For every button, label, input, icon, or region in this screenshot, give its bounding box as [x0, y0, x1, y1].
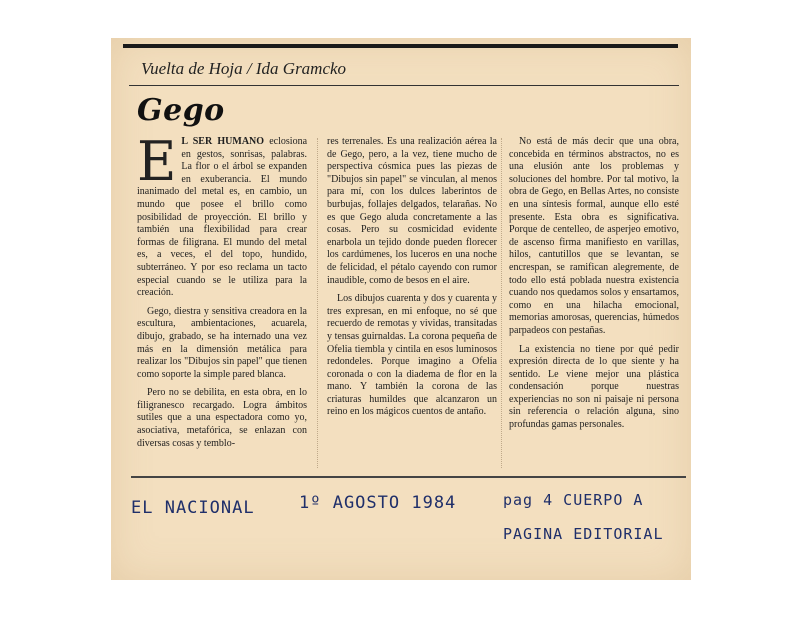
newspaper-clipping	[111, 38, 691, 580]
header-rule	[129, 85, 679, 86]
column-divider	[317, 138, 318, 468]
bottom-rule	[131, 476, 686, 478]
article-column-3	[509, 136, 679, 438]
article-column-1	[137, 130, 308, 456]
article-column-2	[327, 136, 497, 425]
handwritten-newspaper-name: EL NACIONAL	[131, 498, 255, 518]
lead-in: L SER HUMANO	[181, 136, 265, 147]
paragraph	[137, 130, 308, 300]
column-divider	[501, 138, 502, 468]
handwritten-date: 1º AGOSTO 1984	[299, 493, 457, 513]
paragraph: Los dibujos cuarenta y dos y cuarenta y tres expresan, en mi enfoque, no sé que recuerdo de remotas y vividas, transitadas y tensas guirnaldas. La corona pequeña de Ofelia tiembla y cintila en esos luminosos redondeles. Porque imagino a Ofelia coronada o con la diadema de flor en la mano. Y también la corona de las criaturas humildes que alcanzaron un reino en los mágicos cuentos de antaño.	[327, 293, 497, 418]
handwritten-section: PAGINA EDITORIAL	[503, 525, 664, 543]
column-header: Vuelta de Hoja / Ida Gramcko	[141, 59, 347, 78]
paragraph: Gego, diestra y sensitiva creadora en la escultura, ambientaciones, acuarela, dibujo, grabado, se ha internado una vez más en la dimensión metálica para realizar los "Dibujos sin papel" que tienen como soporte la simple pared blanca.	[137, 305, 307, 380]
drop-cap: E	[137, 130, 177, 193]
headline: Gego	[137, 93, 225, 128]
paragraph: No está de más decir que una obra, concebida en términos abstractos, no es una elusión ante los problemas y soluciones del hombre. Por tal motivo, la obra de Gego, en Bellas Artes, no consiste en una síntesis formal, aunque ello esté presente. Esta obra es significativa. Porque de centelleo, de asperjeo emotivo, de ascenso firma manifiesto en varillas, hilos, cantutillos que se levantan, se encrespan, se ramifican alegremente, de todo ello está poblada nuestra existencia cuando nos quedamos solos y ensartamos, como en una hilacha emocional, memorias amorosas, querencias, húmedos parpadeos con pestañas.	[509, 136, 679, 336]
paragraph: La existencia no tiene por qué pedir expresión directa de lo que siente y ha sentido. Le viene mejor una plástica condensación porque nuestras experiencias no son ni paisaje ni persona sin referencia o relación alguna, sino profundas gamas personales.	[509, 343, 679, 431]
paragraph: res terrenales. Es una realización aérea la de Gego, pero, a la vez, tiene mucho de perspectiva cósmica pues las piezas de "Dibujos sin papel" se vinculan, al menos para mí, con los dulces laberintos de burbujas, follajes delgados, telarañas. No es que Gego aluda concretamente a las cosas. Pero su cosmicidad evidente enarbola un tejido donde pueden florecer los cardúmenes, los luceros en una noche de felicidad, el pétalo cayendo con rumor inaudible, como de besos en el aire.	[327, 136, 497, 286]
paragraph: Pero no se debilita, en esta obra, en lo filigranesco recargado. Logra ámbitos sutiles que a una espectadora como yo, asociativa, metafórica, se enlazan con diversas cosas y temblo-	[137, 387, 307, 449]
handwritten-page: pag 4 CUERPO A	[503, 491, 644, 509]
paragraph-text: eclosiona en gestos, sonrisas, palabras. La flor o el árbol se expanden en exuberancia. El mundo inanimado del metal es, en cambio, un mundo que posee el brillo como posibilidad de proyección. El brillo y también una flexibilidad para crear formas de filigrana. El mundo del metal es, a veces, el del topo, hundido, subterráneo. Y por eso reclama un tacto especial cuando se le utiliza para la creación.	[137, 136, 308, 299]
top-rule	[123, 44, 678, 48]
